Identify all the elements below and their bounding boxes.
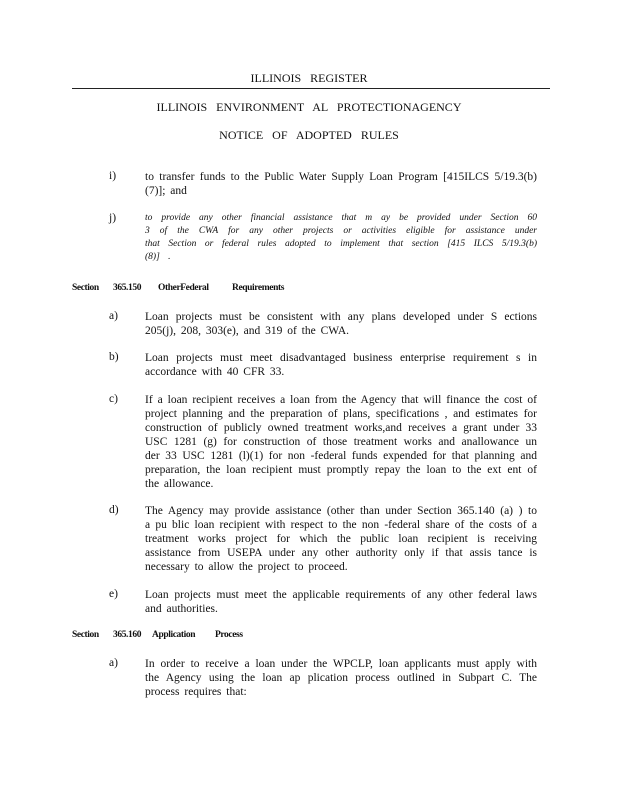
item-marker: i) <box>109 170 117 182</box>
notice-title: NOTICE OF ADOPTED RULES <box>219 128 399 142</box>
section-heading <box>0 283 618 297</box>
item-marker: j) <box>109 212 117 224</box>
item-marker: a) <box>109 310 118 322</box>
section-title-part: Requirements <box>232 283 285 293</box>
item-text: to provide any other financial assistance that m ay be provided under Section 60 3 of the CWA for any other projects or activities eligible for assistance under that Section or federal rules adopted to implement that section [415 ILCS 5/19.3(b)(8)] . <box>145 213 537 262</box>
item-marker: a) <box>109 657 118 669</box>
agency-title: ILLINOIS ENVIRONMENT AL PROTECTIONAGENCY <box>156 100 462 114</box>
item-marker: c) <box>109 393 118 405</box>
register-title: ILLINOIS REGISTER <box>250 71 368 85</box>
item-text: If a loan recipient receives a loan from the Agency that will finance the cost of project planning and the preparation of plans, specifications , and estimates for construction of publicly owned treatment works,and receives a grant under 33 USC 1281 (g) for construction of those treatment works and anallowance un der 33 USC 1281 (l)(1) for non -federal funds expended for that planning and preparation, the loan recipient must promptly repay the loan to the ext ent of the allowance. <box>145 394 537 490</box>
item-marker: d) <box>109 504 119 516</box>
item-text: Loan projects must be consistent with any plans developed under S ections 205(j), 208, 303(e), and 319 of the CWA. <box>145 311 537 337</box>
header-rule <box>72 88 550 89</box>
section-heading <box>0 630 618 644</box>
item-text: In order to receive a loan under the WPCLP, loan applicants must apply with the Agency using the loan ap plication process outlined in Subpart C. The process requires that: <box>145 658 537 698</box>
section-number: 365.160 <box>113 630 142 640</box>
item-text: The Agency may provide assistance (other than under Section 365.140 (a) ) to a pu blic loan recipient with respect to the non -federal share of the costs of a treatment works project for which the public loan recipient is receiving assistance from USEPA under any other authority only if that assis tance is necessary to allow the project to proceed. <box>145 505 537 573</box>
item-marker: e) <box>109 588 118 600</box>
item-text: to transfer funds to the Public Water Supply Loan Program [415ILCS 5/19.3(b)(7)]; and <box>145 171 537 197</box>
section-title-part: Process <box>215 630 243 640</box>
section-title-part: Application <box>152 630 196 640</box>
section-label: Section <box>72 283 99 293</box>
section-label: Section <box>72 630 99 640</box>
section-number: 365.150 <box>113 283 142 293</box>
item-text: Loan projects must meet disadvantaged business enterprise requirement s in accordance with 40 CFR 33. <box>145 352 537 378</box>
section-title-part: OtherFederal <box>158 283 209 293</box>
item-marker: b) <box>109 351 119 363</box>
item-text: Loan projects must meet the applicable requirements of any other federal laws and authorities. <box>145 589 537 615</box>
